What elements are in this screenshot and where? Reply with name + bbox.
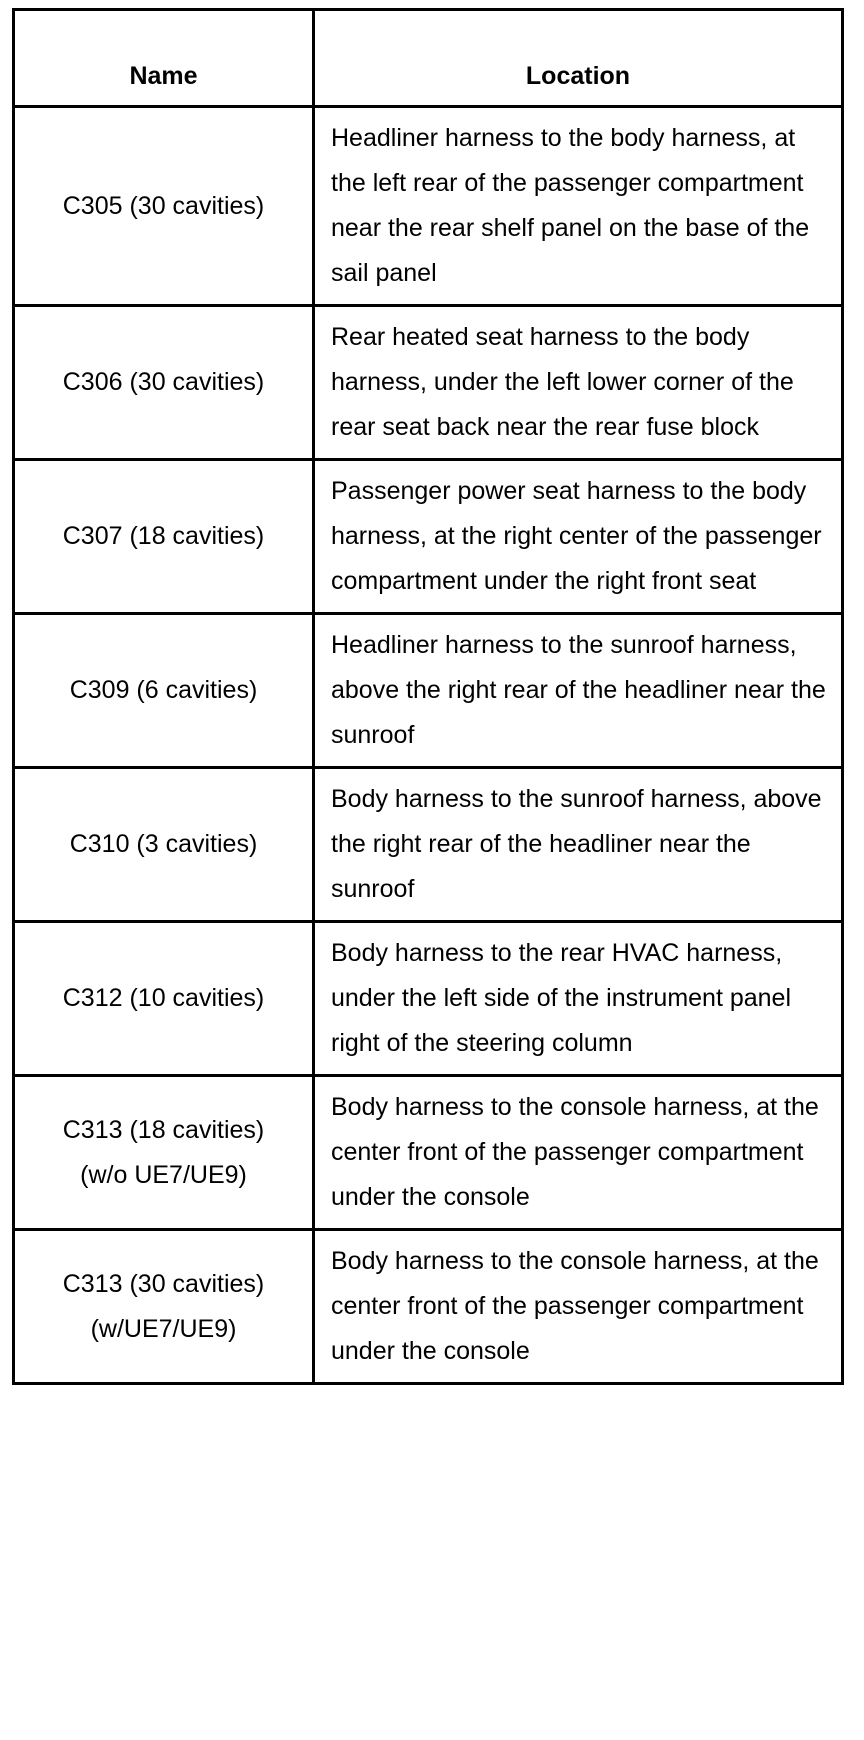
table-row [14,922,843,1076]
connector-name: C305 (30 cavities) [62,191,265,220]
connector-location: Headliner harness to the body harness, at the left rear of the passenger compartment near the rear shelf panel on the base of the sail panel [314,107,843,306]
table-row [14,614,843,768]
connector-location-table [12,8,844,1385]
table-header-row [14,10,843,107]
table-row [14,107,843,306]
table-row [14,460,843,614]
connector-name: C312 (10 cavities) [62,984,265,1012]
connector-name-cell [14,1076,314,1230]
connector-location: Body harness to the sunroof harness, above the right rear of the headliner near the sunroof [314,768,843,922]
connector-variant: (w/UE7/UE9) [90,1314,237,1343]
connector-name-cell [14,107,314,306]
connector-name: C313 (18 cavities) [62,1115,265,1144]
connector-location: Body harness to the console harness, at the center front of the passenger compartment under the console [314,1076,843,1230]
table-row [14,768,843,922]
connector-location: Passenger power seat harness to the body harness, at the right center of the passenger compartment under the right front seat [314,460,843,614]
connector-location: Body harness to the rear HVAC harness, under the left side of the instrument panel right of the steering column [314,922,843,1076]
connector-location: Rear heated seat harness to the body harness, under the left lower corner of the rear seat back near the rear fuse block [314,306,843,460]
connector-name-cell [14,768,314,922]
connector-name-cell [14,1230,314,1384]
column-header-name: Name [14,10,314,107]
connector-name-cell [14,306,314,460]
connector-name-cell [14,460,314,614]
connector-name: C309 (6 cavities) [69,676,258,704]
connector-name: C307 (18 cavities) [62,522,265,550]
table-row [14,1076,843,1230]
table-row [14,306,843,460]
connector-name: C306 (30 cavities) [62,368,265,396]
connector-name: C313 (30 cavities) [62,1269,265,1298]
connector-name-cell [14,614,314,768]
connector-name-cell [14,922,314,1076]
connector-variant: (w/o UE7/UE9) [80,1160,247,1189]
connector-location: Headliner harness to the sunroof harness, above the right rear of the headliner near the sunroof [314,614,843,768]
connector-location: Body harness to the console harness, at the center front of the passenger compartment under the console [314,1230,843,1384]
table-row [14,1230,843,1384]
column-header-location: Location [314,10,843,107]
connector-name: C310 (3 cavities) [69,830,258,858]
